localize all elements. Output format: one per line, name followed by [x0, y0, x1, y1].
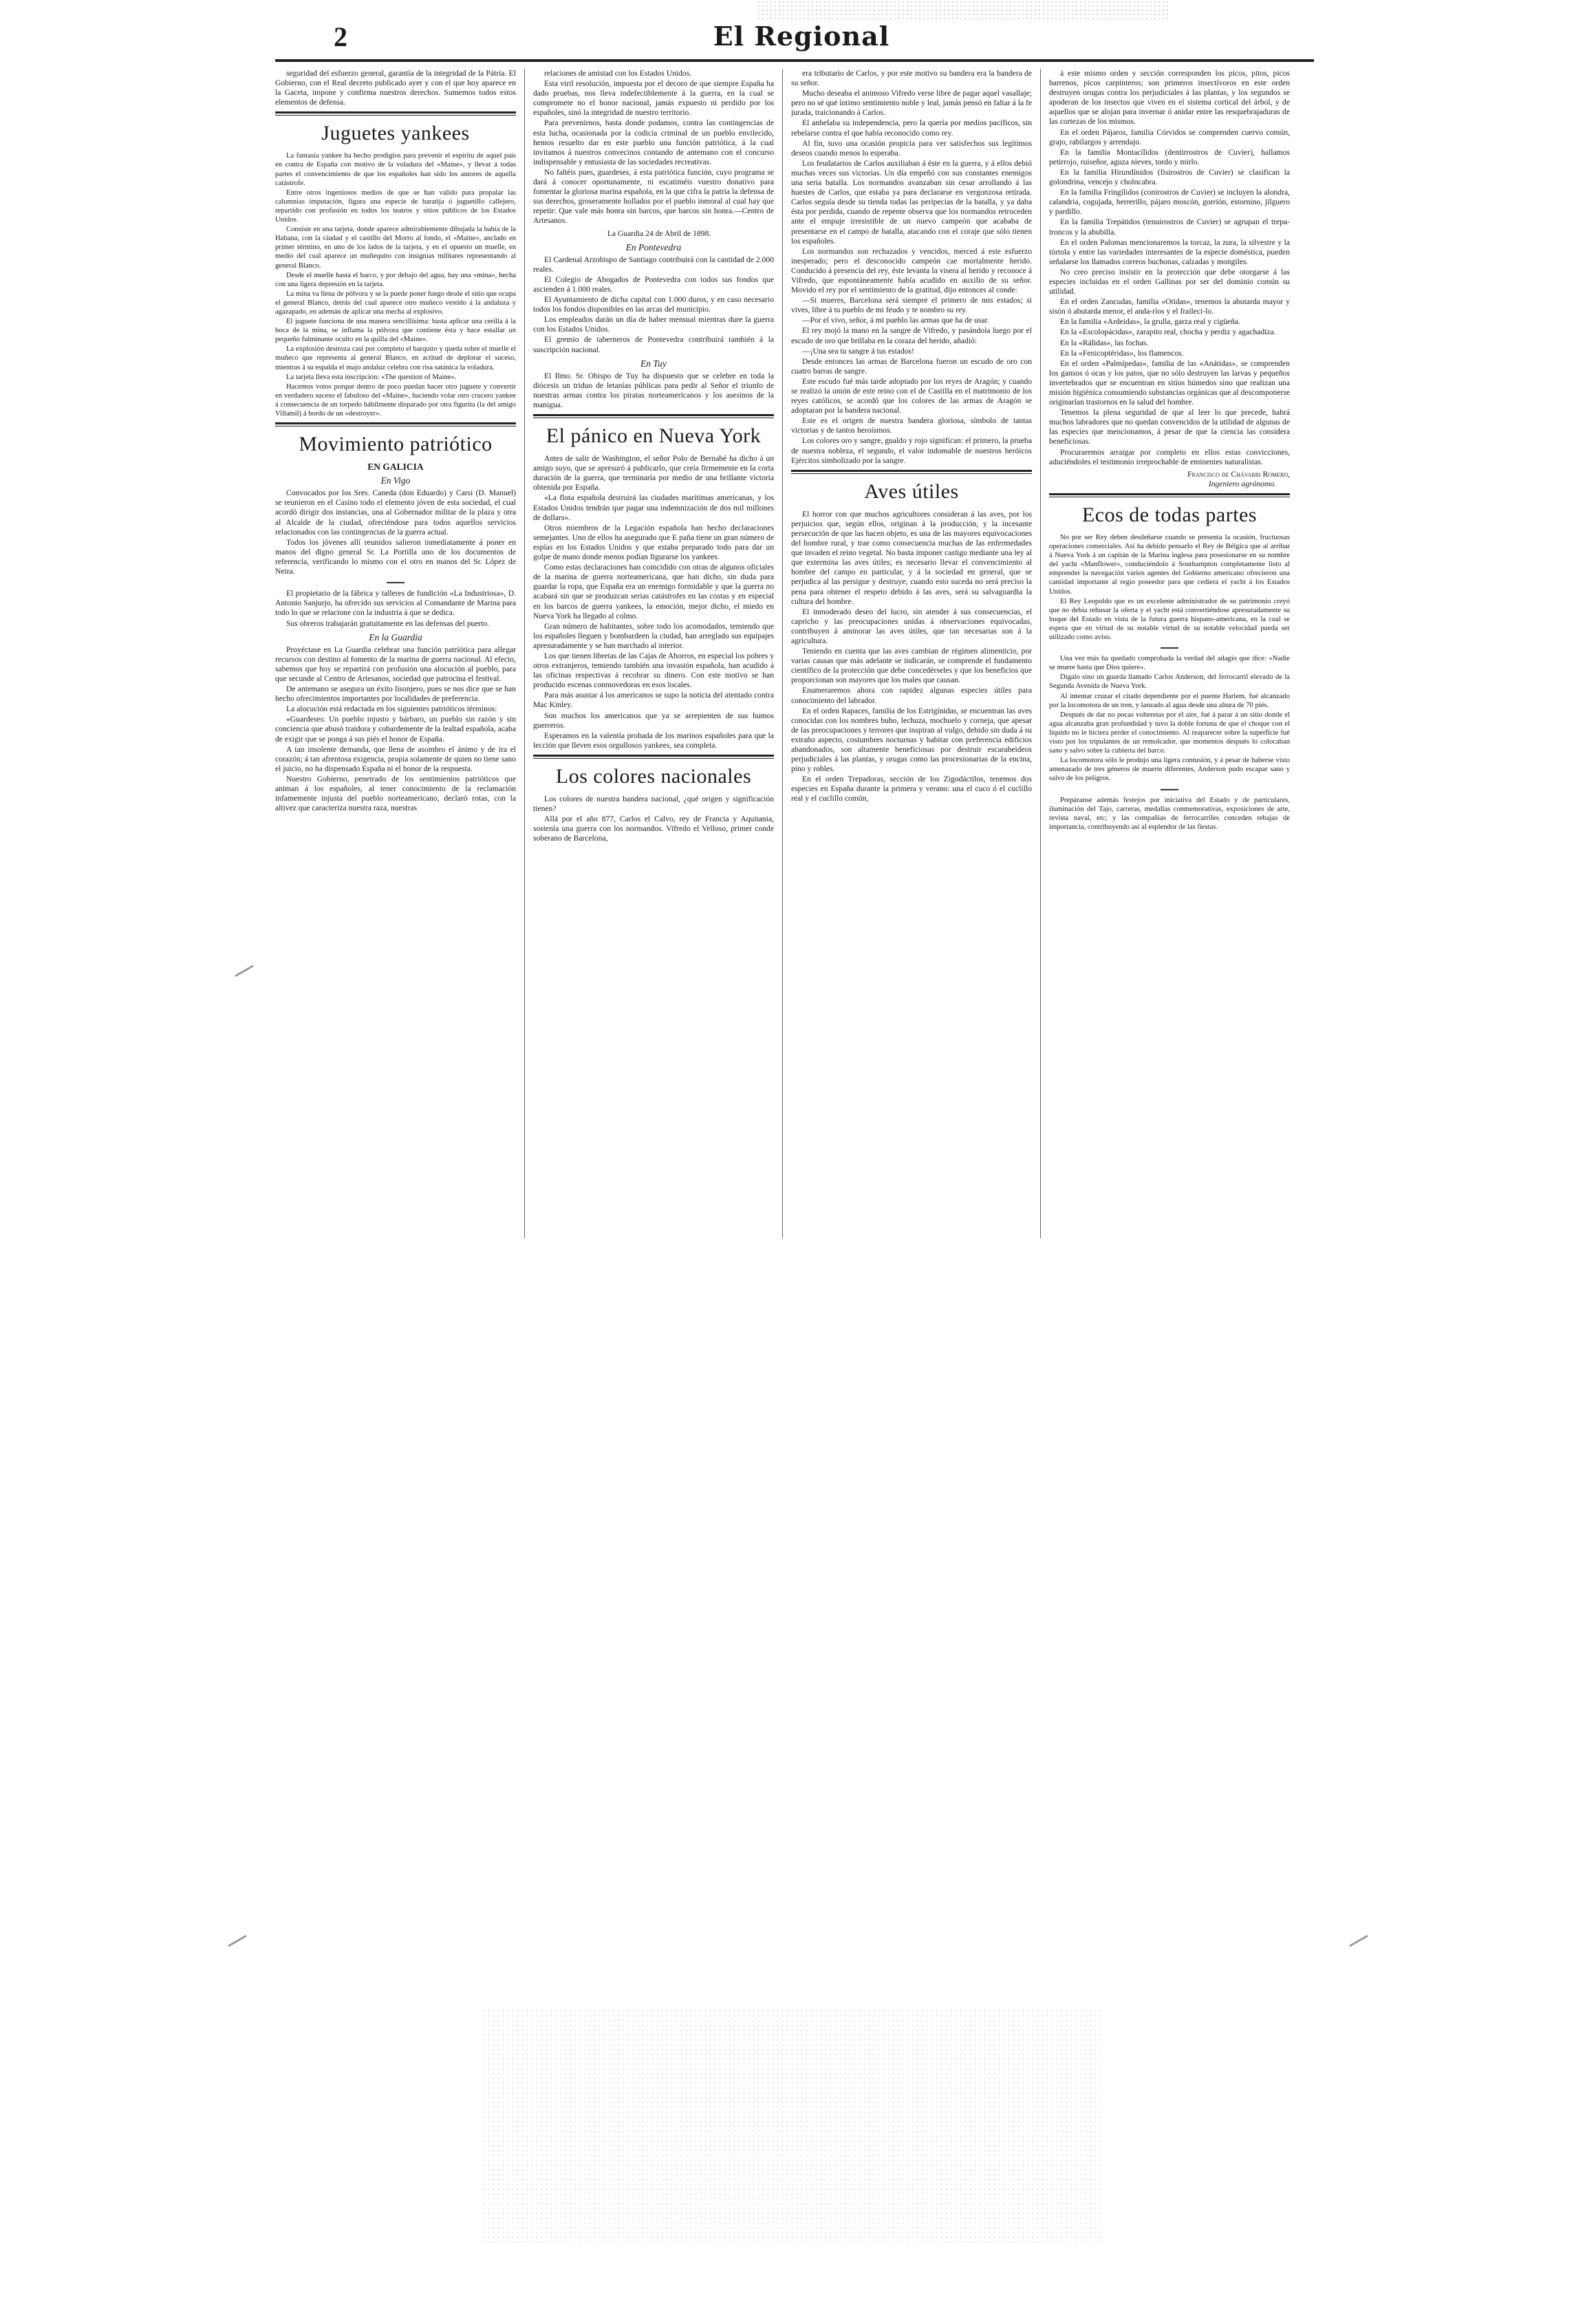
paragraph: La alocución está redactada en los siguientes patrióticos términos: — [286, 704, 497, 714]
paragraph: Otros miembros de la Legación española han hecho declaraciones semejantes. Uno de ellos ha asegurado que E paña tiene un gran número de espías en los Estados Unidos y que estaba preparado todo para dar un golpe de mano donde menos podían figurarse los yankees. — [533, 523, 774, 562]
paragraph: Gran número de habitantes, sobre todo los acomodados, temiendo que los españoles lleguen y bombardeen la ciudad, han arreglado sus equipajes apresuradamente y se han marchado al interior. — [533, 621, 774, 650]
thick-rule — [533, 414, 774, 416]
paragraph: Sus obreros trabajarán gratuitamente en las defensas del puerto. — [286, 618, 490, 628]
paragraph: El Ayuntamiento de dicha capital con 1.000 duros, y en caso necesario todos los fondos disponibles en las arcas del municipio. — [533, 295, 774, 314]
scan-noise-top — [757, 0, 1169, 21]
paragraph: Nuestro Gobierno, penetrado de los sentimientos patrióticos que animan á los españoles, al tener conocimiento de la reclamación infamemente injusta del pueblo norteamericano, declaró rotas, con la altivez que caracteriza nuestra raza, nuestras — [275, 774, 516, 813]
column-1 — [275, 69, 516, 2273]
scan-mark — [1349, 1935, 1368, 1947]
place-date-line: La Guardia 24 de Abril de 1898. — [607, 228, 711, 238]
paragraph: En el orden Trepadoras, sección de los Zigodáctilos, tenemos dos especies en España durante la primera y verano: una el cuco ó el cuclillo real y el cuclillo común, — [791, 775, 1032, 803]
paragraph: —Por el vivo, señor, á mi pueblo las armas que ha de usar. — [802, 316, 989, 325]
paragraph: seguridad del esfuerzo general, garantía de la integridad de la Pátria. El Gobierno, con el Real decreto publicado ayer y con el que hoy aparece en la Gaceta, impone y confirma nuestros derechos. Sumemos todos estos elementos de defensa. — [275, 69, 516, 107]
column-3 — [791, 69, 1032, 2273]
thick-rule — [275, 422, 516, 424]
paragraph: La explosión destroza casi por completo el barquito y queda sobre el muelle el muñeco que representa al general Blanco, en actitud de deplorar el suceso, mientras á su espalda el majo andaluz celebra con risa satánica la voladura. — [275, 345, 516, 371]
page-number: 2 — [334, 21, 347, 52]
paragraph: Los empleados darán un día de haber mensual mientras dure la guerra con los Estados Unidos. — [533, 315, 774, 334]
paragraph: Antes de salir de Washington, el señor Polo de Bernabé ha dicho á un amigo suyo, que se apresuró á publicarlo, que creía firmemente en la corta duración de la guerra, que terminaría por medio de una brillante victoria obtenida por España. — [533, 454, 774, 493]
paragraph: En la familia Fringílidos (conirostros de Cuvier) se incluyen la alondra, calandria, cogujada, herrerillo, pájaro moscón, gorrión, estornino, jilguero y pardillo. — [1049, 188, 1290, 217]
section-dateline: En Tuy — [640, 358, 667, 369]
paragraph: era tributario de Carlos, y por este motivo su bandera era la bandera de su señor. — [791, 69, 1032, 88]
paragraph: En la «Rálidas», las fochas. — [1060, 338, 1149, 347]
separator-dash — [1049, 643, 1290, 653]
paragraph: En el orden Pájaros, familia Córvidos se comprenden cuervo común, grajo, rabilargos y arrendajo. — [1049, 127, 1290, 147]
paragraph: La locomotora sólo le produjo una ligera contusión, y á pesar de haberse visto amenazado de tres géneros de muerte diferentes, Anderson pudo escapar sano y salvo de los peligros. — [1049, 757, 1290, 783]
scan-mark — [228, 1935, 246, 1947]
thick-rule — [1049, 493, 1290, 495]
paragraph: En la familia Trepátidos (tenuirostros de Cuvier) se agrupan el trepa-troncos y la abubilla. — [1049, 217, 1290, 237]
section-rule — [1049, 493, 1290, 497]
paragraph: Teniendo en cuenta que las aves cambian de régimen alimenticio, por varias causas que más adelante se indicarán, se comprende el fundamento científico de la protección que debe concedérseles y que los beneficios que proporcionan son mayores que los males que causan. — [791, 647, 1032, 685]
section-rule — [275, 111, 516, 116]
paragraph: Para más asustar á los americanos se supo la noticia del atentado contra Mac Kinley. — [533, 691, 774, 710]
article-headline: Ecos de todas partes — [1081, 503, 1258, 526]
paragraph: Convocados por los Sres. Caneda (don Eduardo) y Carsi (D. Manuel) se reunieron en el Casino todo el elemento jóven de esta sociedad, el cual acordó dirigir dos instancias, una al Gobernador militar de la plaza y otra al Alcalde de la ciudad, ofreciéndose para todos aquellos servicios relacionados con las contingencias de la guerra actual. — [275, 488, 516, 537]
column-divider — [782, 69, 783, 1238]
paragraph: Tenemos la plena seguridad de que al leer lo que precede, habrá muchos labradores que no quedan convencidos de la utilidad de algunas de las especies que mencionamos, á pesar de que la ciencia las considera beneficiosas. — [1049, 408, 1290, 446]
paragraph: Enumeraremos ahora con rapidez algunas especies útiles para conocimiento del labrador. — [791, 686, 1032, 705]
paragraph: Consiste en una tarjeta, donde aparece admirablemente dibujada la bahía de la Habana, con la ciudad y el castillo del Morro al fondo, el «Maine», anclado en primer término, en uno de los lados de la tarjeta, y en el opuesto un muelle, en medio del cual aparece un muñequito con insignias militares representando al general Blanco. — [275, 226, 516, 270]
paragraph: Al fin, tuvo una ocasión propicia para ver satisfechos sus legítimos deseos cuando menos lo esperaba. — [791, 138, 1032, 158]
paragraph: El juguete funciona de una manera sencillísima: basta aplicar una cerilla á la boca de la mina, se inflama la pólvora que contiene ésta y hace estallar un pequeño fulminante oculto en la quilla del «Maine». — [275, 318, 516, 344]
paragraph: El anhelaba su independencia, pero la quería por medios pacíficos, sin rebelarse contra el que había reconocido como rey. — [791, 118, 1032, 138]
paragraph: Para prevenirnos, hasta donde podamos, contra las contingencias de esta lucha, ocasionada por la codicia criminal de un pueblo envilecido, hemos resuelto dar en este pueblo una función patriótica, á la cual invitamos á nuestros convecinos contando de antemano con el concurso indispensable y entusiasta de las sociedades recreativas. — [533, 118, 774, 166]
paragraph: En el orden Rapaces, familia de los Estrigínidas, se encuentran las aves conocidas con los nombres buho, lechuza, mochuelo y corneja, que apesar de las preocupaciones y terrores que inspiran al vulgo, debido sin duda á su extraño aspecto, costumbres nocturnas y habitar con preferencia edificios abandonados, son altamente beneficiosas por destruir escarabeideos perjudiciales á las plantas, y orugas como las procesionarias de la encina, pino y robles. — [791, 706, 1032, 774]
paragraph: No creo preciso insistir en la protección que debe otorgarse á las especies incluidas en el orden Gallinas por ser del dominio común su utilidad. — [1049, 267, 1290, 296]
paragraph: «Guardeses: Un pueblo injusto y bárbaro, un pueblo sin razón y sin conciencia que abusó traidora y cobardemente de la lealtad española, acaba de exigir que se ponga á sus piés el honor de España. — [275, 715, 516, 744]
paragraph: Al intentar cruzar el citado dependiente por el puente Harlem, fué alcanzado por la locomotora de un tren, y lanzado al agua desde una altura de 70 piés. — [1049, 692, 1290, 709]
thick-rule — [791, 470, 1032, 472]
dash-mark — [1161, 789, 1178, 790]
paragraph: El Colegio de Abogados de Pontevedra con todos sus fondos que ascienden á 1.000 reales. — [533, 274, 774, 294]
paragraph: Son muchos los americanos que ya se arrepienten de sus humos guerreros. — [533, 711, 774, 730]
paragraph: Una vez más ha quedado comprobada la verdad del adagio que dice: «Nadie se muere hasta que Dios quiere». — [1049, 655, 1290, 672]
section-rule — [275, 422, 516, 426]
article-headline: El pánico en Nueva York — [546, 424, 762, 448]
header-rule — [275, 59, 1314, 62]
article-subheadline: EN GALICIA — [367, 462, 424, 473]
section-dateline: En la Guardia — [369, 631, 422, 642]
thin-rule — [533, 758, 774, 759]
paragraph: A tan insolente demanda, que llena de asombro el ánimo y de ira el corazón; á tan afrentosa exigencia, propia solamente de quien no tiene sano el juicio, no ha dispensado España ni el honor de la respuesta. — [275, 744, 516, 773]
paragraph: «La flota española destruirá las ciudades marítimas americanas, y los Estados Unidos tendrán que pagar una indemnización de dos mil millones de dollars». — [533, 493, 774, 522]
paragraph: No faltéis pues, guardeses, á esta patriótica función, cuyo programa se dará á conocer oportunamente, ni escatiméis vuestro donativo para fomentar la gloriosa marina española, en la que cifra la patria la defensa de sus derechos, groseramente hollados por el pueblo inmoral al cual hay que repetir: Que vale más honra sin barcos, que barcos sin honra.—Centro de Artesanos. — [533, 167, 774, 226]
paragraph: Dígalo sino un guarda llamado Carlos Anderson, del ferrocarril elevado de la Segunda Avenida de Nueva York. — [1049, 673, 1290, 691]
scan-noise-bottom — [482, 2009, 1101, 2242]
section-rule — [533, 414, 774, 418]
page-header — [272, 21, 1331, 56]
section-dateline: En Pontevedra — [625, 241, 682, 252]
paragraph: En la «Escolopácidas», zarapito real, chocha y perdiz y agachadiza. — [1060, 327, 1276, 337]
paragraph: Después de dar no pocas volteretas por el aire, fué á parar á un sitio donde el agua alcanzaba gran profundidad y tuvo la doble fortuna de que el choque con el líquido no le hiciera perder el conocimiento. Al reaparecer sobre la superficie fué visto por los tripulantes de un remolcador, que momentos después lo colocaban sano y salvo sobre la cubierta del barco. — [1049, 711, 1290, 755]
article-headline: Aves útiles — [864, 479, 959, 503]
column-divider — [1040, 69, 1041, 1238]
section-dateline: En Vigo — [380, 475, 411, 486]
paragraph: En el orden Zancudas, familia «Otidas», tenemos la abutarda mayor y sisón ó abutarda menor, el anda-ríos y el fraileci-lo. — [1049, 297, 1290, 316]
paragraph: Este escudo fué más tarde adoptado por los reyes de Aragón; y cuando se realizó la unión de este reino con el de Castilla en el matrimonio de los reyes católicos, se acordó que los colores de las armas de Aragón se adoptaran por la bandera nacional. — [791, 376, 1032, 415]
paragraph: Esta viril resolución, impuesta por el decoro de que siempre España ha dado pruebas, nos lleva indefectiblemente á la guerra, en la cual se compromete no el honor nacional, jamás expuesto ni perdido por los españoles, sinó la integridad de nuestro territorio. — [533, 79, 774, 118]
paragraph: á este mismo orden y sección corresponden los picos, pitos, picos barrenos, picos carpinteros; son primeros insectívoros en este orden destruyen orugas contra los perjudiciales á las plantas, y los segundos se apoderan de los insectos que viven en el sistema cortical del árbol, y de aquellos que se alojan para invernar ó anidar entre las resquebrajaduras de las cortezas de los mismos. — [1049, 69, 1290, 127]
paragraph: Hacemos votos porque dentro de poco puedan hacer otro juguete y convertir en verdadero suceso el fabuloso del «Maine», haciendo volar otro crucero yankee á consecuencia de un torpedo hábilmente disparado por otra figurita (la del amigo Villamil) á bordo de un «destroyer». — [275, 382, 516, 418]
thin-rule — [275, 115, 516, 116]
paragraph: El propietario de la fábrica y talleres de fundición «La Industriosa», D. Antonio Sanjurjo, ha ofrecido sus servicios al Comandante de Marina para todo lo que se relacione con la industria á que se dedica. — [275, 589, 516, 618]
paragraph: Prepáranse además festejos por iniciativa del Estado y de particulares, iluminación del Tajo, carreras, medallas conmemorativas, exposiciones de arte, revista naval, etc; y las compañías de ferrocarriles conceden rebajas de importancia, contribuyendo así al esplendor de las fiestas. — [1049, 796, 1290, 831]
paragraph: Los colores oro y sangre, gualdo y rojo significan: el primero, la prueba de nuestra nobleza, el segundo, el valor indomable de nuestros heróicos Ejércitos simbolizado por la sangre. — [791, 436, 1032, 465]
article-headline: Juguetes yankees — [321, 122, 470, 145]
paragraph: En el orden «Palmípedas», familia de las «Anátidas», se comprenden los gansos ó ocas y los patos, que no sólo destruyen las larvas y pequeños invertebrados que se encuentran en sitios húmedos sino que realizan una misión higiénica consumiendo substancias orgánicas que al descomponerse originarían trastornos en la salud del hombre. — [1049, 358, 1290, 407]
paragraph: El gremio de taberneros de Pontevedra contribuirá también á la suscripción nacional. — [533, 335, 774, 354]
paragraph: Mucho deseaba el animoso Vifredo verse libre de pagar aquel vasallaje; pero no sé qué íntimo sentimiento noble y leal, jamás pensó en faltar á la fe jurada, traicionando á Carlos. — [791, 89, 1032, 118]
paragraph: relaciones de amistad con los Estados Unidos. — [544, 69, 692, 78]
paragraph: La mina va llena de pólvora y se la puede poner fuego desde el sitio que ocupa el general Blanco, detrás del cual aparece otro muñeco vestido á la andaluza y agazapado, en ademán de aplicar una mecha al explosivo. — [275, 290, 516, 316]
paragraph: —Si mueres, Barcelona será siempre el primero de mis estados; si vives, libre á tu pueblo de mi feudo y te nombro su rey. — [791, 296, 1032, 315]
paragraph: De antemano se asegura un éxito lisonjero, pues se nos dice que se han hecho ofrecimientos importantes por localidades de preferencia. — [275, 684, 516, 704]
paragraph: Todos los jóvenes allí reunidos salieron inmediatamente á poner en manos del digno general Sr. La Portilla uno de los documentos de referencia, verificando lo mismo con el otro en manos del Sr. López de Neira. — [275, 537, 516, 576]
paragraph: En la familia Montacílidos (dentirrostros de Cuvier), hallamos petirrojo, ruiseñor, aguza nieves, tordo y mirlo. — [1049, 147, 1290, 166]
thin-rule — [791, 473, 1032, 474]
newspaper-masthead: El Regional — [713, 21, 890, 52]
paragraph: Los normandos son rechazados y vencidos, merced á este esfuerzo inesperado; pero el desconocido campeón cae mortalmente herido. Conducido á presencia del rey, éste levanta la visera al herido y reconoce á Vifredo, que espontáneamente había acudido en auxilio de su señor. Movido el rey por el sentimiento de la gratitud, dijo entonces al conde: — [791, 246, 1032, 295]
paragraph: Este es el origen de nuestra bandera gloriosa, símbolo de tantas victorias y de tantos heroísmos. — [791, 416, 1032, 435]
paragraph: Los que tienen libretas de las Cajas de Ahorros, en especial los pobres y otros extranjeros, temiendo también una invasión española, han acudido á las oficinas respectivas á recobrar su dinero. Con este motivo se han producido escenas conmovedoras en esos locales. — [533, 651, 774, 690]
author-signature: Francisco de Chávarri Romero, — [1187, 469, 1290, 479]
paragraph: El Rey Leopoldo que es un excelente administrador de su patrimonio creyó que no debía rehusar la oferta y el yacht está convertiéndose apresuradamente su buque del Estado en vista de la futura guerra hispano-americana, en la cual se espera que en virtud de su notable virtud de su notable velocidad pueda ser utilizado como aviso. — [1049, 597, 1290, 641]
article-headline: Movimiento patriótico — [299, 433, 493, 456]
paragraph: Procuraremos arraigar por completo en ellos estas convicciones, aduciéndoles el testimonio irreprochable de eminentes naturalistas. — [1049, 447, 1290, 466]
paragraph: El Ilmo. Sr. Obispo de Tuy ha dispuesto que se celebre en toda la diócesis un triduo de letanías públicas para pedir al Señor el triunfo de nuestras armas contra los piratas norteamericanos y los asesinos de la manigua. — [533, 371, 774, 409]
column-2 — [533, 69, 774, 2273]
article-headline: Los colores nacionales — [555, 764, 752, 788]
paragraph: No por ser Rey deben desdeñarse cuando se presenta la ocasión, fructuosas operaciones comerciales. Así ha debido pensarlo el Rey de Bélgica que al arribar á Nueva York á un capitán de la Marina inglesa para posesionarse en su nombre del yacht «Manflower», conduciéndolo á Southampton completamente listo al emprender la navegación varios agentes del Gobierno americano ofrecieron una cantidad importante al regio poseedor para que cediera el yacht á los Estados Unidos. — [1049, 533, 1290, 596]
thick-rule — [275, 111, 516, 113]
separator-dash — [1049, 784, 1290, 794]
paragraph: —¡Una sea tu sangre á tus estados! — [802, 346, 914, 356]
paragraph: El inmoderado deseo del lucro, sin atender á sus consecuencias, el capricho y las preocupaciones unidas á observaciones equivocadas, contribuyen á aminorar las aves útiles, que tan necesarias son á la agricultura. — [791, 607, 1032, 645]
paragraph: El Cardenal Arzobispo de Santiago contribuirá con la cantidad de 2.000 reales. — [533, 255, 774, 274]
paragraph: En el orden Palomas mencionaremos la torcaz, la zura, la silvestre y la tórtola y entre las variedades interesantes de la especie doméstica, pueden señalarse los llamados correos buchonas, calzadas y mongiles. — [1049, 237, 1290, 266]
paragraph: En la «Fenicoptéridas», los flamencos. — [1060, 348, 1184, 358]
paragraph: La tarjeta lleva esta inscripción: «The question of Maine». — [286, 373, 457, 381]
dash-mark — [1161, 647, 1178, 649]
paragraph: El rey mojó la mano en la sangre de Vifredo, y pasándola luego por el escudo de oro que brillaba en la coraza del herido, añadió: — [791, 326, 1032, 345]
column-4 — [1049, 69, 1290, 2273]
paragraph: Los feudatarios de Carlos auxiliaban á éste en la guerra, y á ellos debió muchas veces sus victorias. Un día empeñó con sus constantes enemigos una seria batalla. Los normandos avanzaban sin cesar arrollando á las huestes de Carlos, que estaba ya para declararse en vergonzosa retirada. Carlos seguía desde su tienda todas las peripecias de la batalla, y ya daba ésta por perdida, cuando de repente observa que los normandos retroceden ante el empuje irresistible de un nuevo campeón que acababa de presentarse en el campo de batalla, atacando con el coraje que sólo tienen los españoles. — [791, 158, 1032, 246]
paragraph: En la familia «Ardeidas», la grulla, garza real y cigüeña. — [1060, 317, 1241, 327]
paragraph: El horror con que muchos agricultores consideran á las aves, por los perjuicios que, según ellos, originan á la producción, y la incesante persecución de que las hacen objeto, es una de las mayores equivocaciones del hombre rural, y trae como consecuencia muchas de las enfermedades que invaden el reino vegetal. No basta imponer castigo mediante una ley al que extermina las aves útiles; es necesario llevar el convencimiento al hombre del campo en particular, y á la sociedad en general, que se perjudica al las persigue y destruye; cuando esto suceda no será preciso la pena para obtener el respeto debido á las aves, será su salvaguardia la cultura del hombre. — [791, 509, 1032, 606]
paragraph: Como estas declaraciones han coincidido con otras de algunos oficiales de la marina de guerra norteamericana, que han dicho, sin duda para guardar la ropa, que España era un enemigo formidable y que la guerra no acabará sin que se produzcan serias catástrofes en las costas y en especial en los barcos de guerra yankees, la emoción, mejor dicho, el miedo en Nueva York ha llegado al colmo. — [533, 563, 774, 620]
paragraph: Desde entonces las armas de Barcelona fueron un escudo de oro con cuatro barras de sangre. — [791, 356, 1032, 376]
section-rule — [791, 470, 1032, 474]
paragraph: Desde el muelle hasta el barco, y por debajo del agua, hay una «mina», hecha con una ligera depresión en la tarjeta. — [275, 271, 516, 288]
thick-rule — [533, 755, 774, 757]
paragraph: Los colores de nuestra bandera nacional, ¿qué origen y significación tienen? — [533, 794, 774, 813]
paragraph: Esperamos en la valentía probada de los marinos españoles para que la lección que lleven esos orgullosos yankees, sea completa. — [533, 731, 774, 750]
scan-mark — [235, 965, 253, 977]
paragraph: La fantasía yankee ha hecho prodigios para prevenir el espíritu de aquel país en contra de España con motivo de la voladura del «Maine», y llevar á todas partes el convencimiento de que los españoles han sido los autores de aquella catástrofe. — [275, 152, 516, 187]
paragraph: Entre otros ingeniosos medios de que se han valido para propalar las calumnias imputación, figura una especie de baratija ó juguetillo callejero, repartido con profusión en todos los teatros y sitios públicos de los Estados Unidos. — [275, 188, 516, 224]
paragraph: En la familia Hirundínidos (fisirostros de Cuvier) se clasifican la golondrina, vencejo y cholncabra. — [1049, 167, 1290, 187]
separator-dash — [275, 578, 516, 587]
paragraph: Proyéctase en La Guardia celebrar una función patriótica para allegar recursos con destino al fomento de la marina de guerra nacional. Al efecto, sabemos que hoy se repartirá con profusión una alocución al pueblo, para que secunde al Centro de Artesanos, sociedad que patrocina el festival. — [275, 645, 516, 683]
author-title: Ingeniero agrónomo. — [1208, 479, 1276, 488]
dash-mark — [387, 582, 405, 583]
paragraph: Allá por el año 877, Carlos el Calvo, rey de Francia y Aquitania, sostenía una guerra con los normandos. Vifredo el Velloso, primer conde soberano de Barcelona, — [533, 814, 774, 843]
section-rule — [533, 755, 774, 759]
column-divider — [524, 69, 525, 1238]
